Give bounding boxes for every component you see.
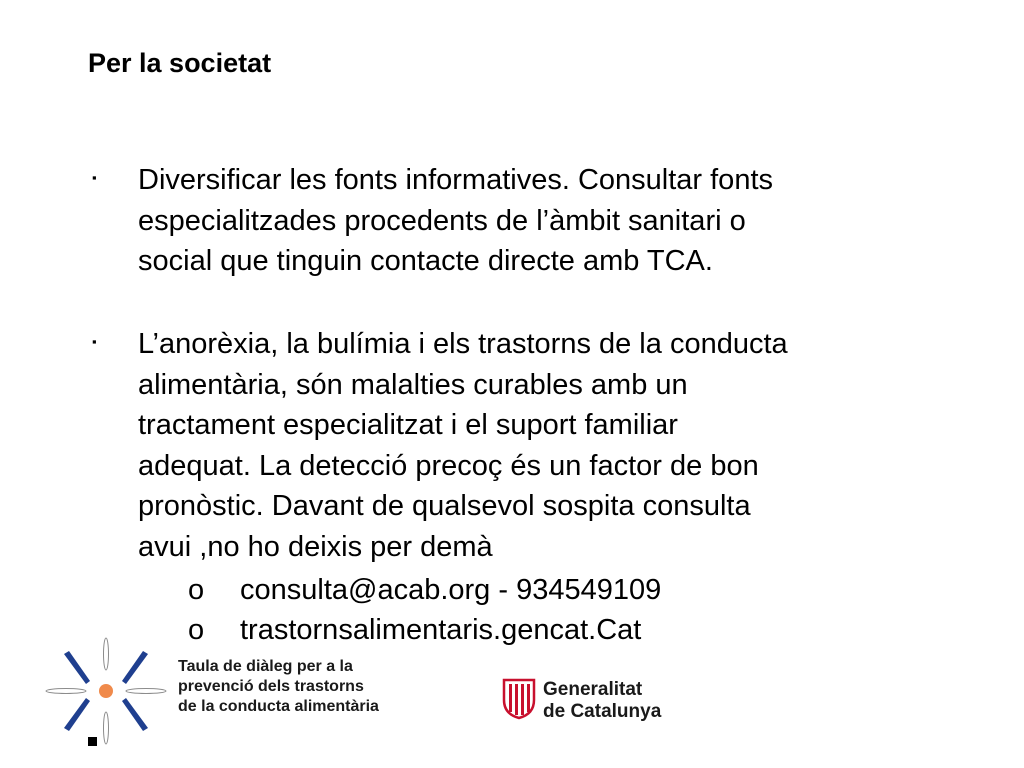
taula-dialeg-logo-icon: [44, 636, 168, 748]
bullet-1-line: especialitzades procedents de l’àmbit sanitari o: [138, 204, 746, 237]
bullet-2-line: L’anorèxia, la bulímia i els trastorns de la conducta: [138, 328, 788, 360]
slide-title: Per la societat: [88, 48, 272, 78]
logo-text-line: prevenció dels trastorns: [178, 678, 364, 695]
sub-item-marker: o: [188, 574, 205, 606]
stray-bullet-marker: [88, 737, 97, 746]
bullet-2-line: tractament especialitzat i el suport familiar: [138, 409, 678, 441]
logo-text-line: de la conducta alimentària: [178, 698, 379, 715]
taula-dialeg-logo-text: [178, 657, 379, 717]
website-link[interactable]: trastornsalimentaris.gencat.Cat: [240, 614, 642, 646]
sub-item-email: [188, 570, 661, 610]
sub-item-marker: o: [188, 614, 205, 646]
bullet-text-2: [138, 324, 928, 567]
bullet-2-line: alimentària, són malalties curables amb un: [138, 368, 688, 401]
logo-center-dot-icon: [99, 684, 113, 698]
bullet-2-line: avui ,no ho deixis per demà: [138, 530, 493, 563]
bullet-1-line: social que tinguin contacte directe amb TCA.: [138, 245, 713, 277]
sub-item-website: [188, 610, 641, 650]
bullet-marker-1: ▪: [92, 170, 97, 185]
bullet-text-1: [138, 160, 928, 282]
generalitat-logo-text: [543, 679, 661, 723]
bullet-1-line: Diversificar les fonts informatives. Consultar fonts: [138, 164, 773, 196]
generalitat-text-line: de Catalunya: [543, 701, 662, 722]
logo-text-line: Taula de diàleg per a la: [178, 658, 353, 675]
contact-email-phone[interactable]: consulta@acab.org - 934549109: [240, 574, 662, 606]
bullet-2-line: pronòstic. Davant de qualsevol sospita consulta: [138, 490, 751, 522]
bullet-2-line: adequat. La detecció precoç és un factor de bon: [138, 449, 759, 482]
generalitat-text-line: Generalitat: [543, 679, 643, 700]
generalitat-emblem-icon: [502, 678, 536, 720]
bullet-marker-2: ▪: [92, 334, 97, 349]
